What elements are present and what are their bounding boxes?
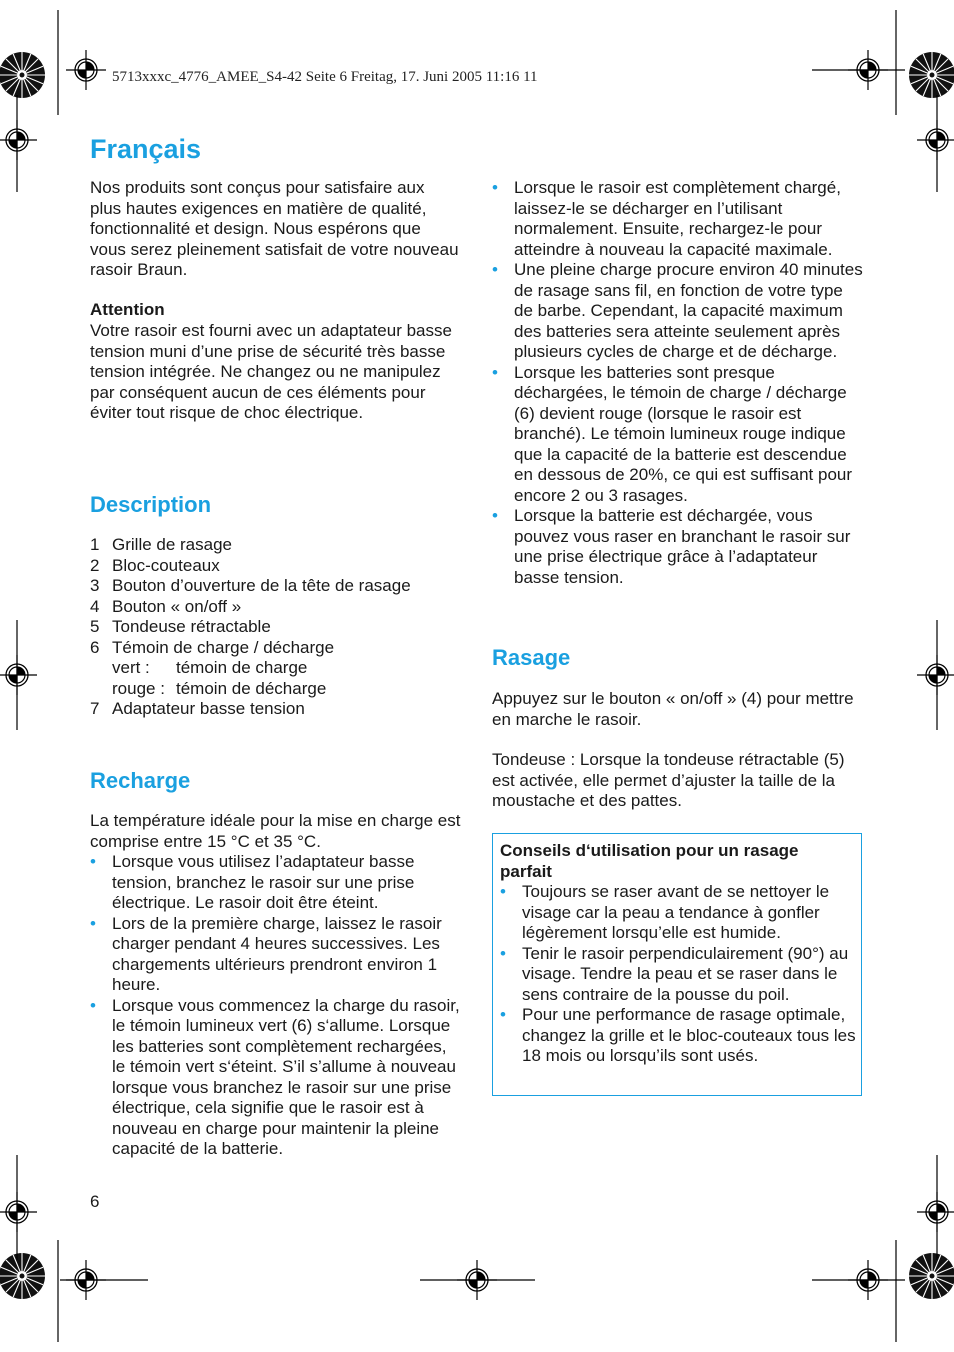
list-item: • Pour une performance de rasage optimale, changez la grille et le bloc-couteaux tous les 18 mois ou lorsqu’ils sont usés.: [500, 1005, 856, 1065]
recharge-intro: La température idéale pour la mise en charge est comprise entre 15 °C et 35 °C.: [90, 811, 461, 851]
sub-item-red: rouge : témoin de décharge: [112, 678, 327, 698]
recharge-bullets: [90, 852, 462, 1160]
bullet-icon: •: [492, 260, 498, 279]
rasage-paragraph-2: Tondeuse : Lorsque la tondeuse rétractable (5) est activée, elle permet d’ajuster la taille de la moustache et des pattes.: [492, 750, 845, 810]
list-item: • Lorsque le rasoir est complètement chargé, laissez-le se décharger en l’utilisant normalement. Ensuite, rechargez-le pour atteindre à nouveau la capacité maximale.: [492, 178, 841, 259]
list-item: • Lors de la première charge, laissez le rasoir charger pendant 4 heures successives. Les chargements ultérieurs prendront environ 1 heure.: [90, 913, 442, 994]
bullet-icon: •: [90, 995, 96, 1015]
recharge-bullets-continued: [492, 178, 864, 588]
list-item: • Tenir le rasoir perpendiculairement (90°) au visage. Tendre la peau et se raser dans le sens contraire de la pousse du poil.: [500, 943, 849, 1004]
rosette-top-left: [0, 52, 45, 98]
rosette-top-right: [909, 52, 954, 98]
attention-heading: Attention: [90, 300, 165, 319]
bullet-icon: •: [492, 506, 498, 525]
list-item: • Une pleine charge procure environ 40 minutes de rasage sans fil, en fonction de votre type de barbe. Cependant, la capacité maximum des batteries sera atteinte seulement après plusieurs cycles de charge et de décharge.: [492, 260, 863, 361]
list-item: 5 Tondeuse rétractable: [90, 617, 271, 636]
list-item: • Lorsque la batterie est déchargée, vous pouvez vous raser en branchant le rasoir sur une prise électrique grâce à l’adaptateur basse tension.: [492, 506, 851, 587]
list-item: • Toujours se raser avant de se nettoyer le visage car la peau a tendance à gonfler légèrement lorsqu’elle est humide.: [500, 882, 830, 942]
bullet-icon: •: [492, 178, 498, 197]
bullet-icon: •: [90, 852, 96, 871]
bullet-icon: •: [492, 362, 498, 382]
list-item: 4 Bouton « on/off »: [90, 596, 242, 616]
bullet-icon: •: [500, 1005, 506, 1024]
list-item: • Lorsque vous commencez la charge du rasoir, le témoin lumineux vert (6) s‘allume. Lorsque les batteries sont complètement rechargées, le témoin vert s‘éteint. S’il s’allume à nouveau lorsque vous branchez le rasoir sur une prise électrique, cela signifie que le rasoir est à nouveau en charge pour maintenir la pleine capacité de la batterie.: [90, 995, 460, 1158]
list-item: 3 Bouton d’ouverture de la tête de rasage: [90, 576, 411, 595]
bullet-icon: •: [500, 943, 506, 963]
description-heading: Description: [90, 492, 212, 517]
intro-paragraph: Nos produits sont conçus pour satisfaire aux plus hautes exigences en matière de qualité, fonctionnalité et design. Nous espérons que vous serez pleinement satisfait de votre nouveau rasoir Braun.: [90, 178, 459, 279]
rasage-paragraph-1: Appuyez sur le bouton « on/off » (4) pour mettre en marche le rasoir.: [492, 689, 854, 729]
print-header-line: 5713xxxc_4776_AMEE_S4-42 Seite 6 Freitag, 17. Juni 2005 11:16 11: [112, 69, 538, 85]
bullet-icon: •: [90, 913, 96, 933]
list-item: 2 Bloc-couteaux: [90, 555, 220, 575]
list-item: • Lorsque les batteries sont presque déchargées, le témoin de charge / décharge (6) devient rouge (lorsque le rasoir est branché). Le témoin lumineux rouge indique que la capacité de la batterie est descendue en dessous de 20%, ce qui est suffisant pour encore 2 ou 3 rasages.: [492, 362, 853, 505]
list-item: 7 Adaptateur basse tension: [90, 699, 305, 718]
page-title: Français: [90, 134, 202, 164]
rosette-bottom-right: [909, 1253, 954, 1299]
tips-bullets: [500, 882, 858, 1067]
page-number: 6: [90, 1192, 100, 1211]
recharge-heading: Recharge: [90, 768, 191, 793]
rosette-bottom-left: [0, 1253, 45, 1299]
sub-item-green: vert : témoin de charge: [112, 658, 308, 677]
description-list: [90, 535, 470, 720]
attention-text: Votre rasoir est fourni avec un adaptateur basse tension muni d’une prise de sécurité très basse tension intégrée. Ne changez ou ne manipulez par conséquent aucun de ces éléments pour éviter tout risque de choc électrique.: [90, 321, 452, 422]
tips-heading: Conseils d‘utilisation pour un rasage parfait: [500, 841, 799, 881]
list-item: 1 Grille de rasage: [90, 535, 233, 554]
bullet-icon: •: [500, 882, 506, 901]
rasage-heading: Rasage: [492, 645, 571, 670]
list-item: 6 Témoin de charge / décharge vert : témoin de charge rouge : témoin de décharge: [90, 638, 470, 700]
list-item: • Lorsque vous utilisez l’adaptateur basse tension, branchez le rasoir sur une prise électrique. Le rasoir doit être éteint.: [90, 852, 415, 912]
